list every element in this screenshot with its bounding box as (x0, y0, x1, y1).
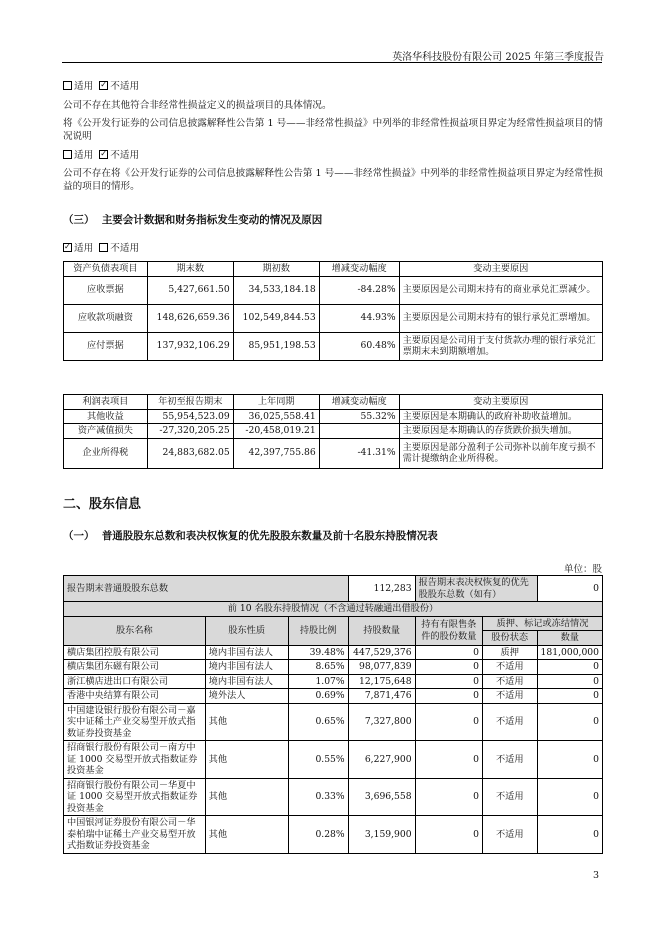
table-cell: 主要原因是公司用于支付货款办理的银行承兑汇票期末未到期额增加。 (399, 332, 602, 360)
table-cell: 应付票据 (64, 332, 148, 360)
table-cell: 企业所得税 (64, 438, 148, 468)
checkbox-label: 适用 (74, 81, 94, 92)
table-cell: 横店集团东磁有限公司 (64, 660, 206, 675)
preferred-shareholders-label: 报告期末表决权恢复的优先股股东总数（如有） (415, 576, 537, 602)
header-rule (62, 62, 602, 63)
table-header: 股份状态 (482, 631, 537, 646)
table-cell: 不适用 (482, 703, 537, 741)
table-cell: 主要原因是部分盈利子公司弥补以前年度亏损不需计提缴纳企业所得税。 (399, 438, 602, 468)
table-cell: 12,175,648 (348, 674, 415, 689)
table-cell: 42,397,755.86 (233, 438, 319, 468)
table-header-row (64, 616, 603, 631)
table-row (64, 332, 603, 360)
table-row (64, 424, 603, 439)
balance-sheet-change-table (63, 261, 603, 361)
table-row (64, 703, 603, 741)
table-cell: 0 (537, 741, 603, 779)
table-cell: 7,327,800 (348, 703, 415, 741)
table-cell: 6,227,900 (348, 741, 415, 779)
table-cell: 应收款项融资 (64, 304, 148, 332)
table-cell: 不适用 (482, 778, 537, 816)
table-cell: 境外法人 (205, 689, 288, 704)
table-cell: 不适用 (482, 741, 537, 779)
table-cell: 不适用 (482, 689, 537, 704)
table-cell: 其他 (205, 778, 288, 816)
table-cell: 应收票据 (64, 276, 148, 304)
section-title: 普通股股东总数和表决权恢复的优先股股东数量及前十名股东持股情况表 (101, 530, 438, 542)
table-cell: 102,549,844.53 (233, 304, 319, 332)
table-row (64, 438, 603, 468)
table-cell: 34,533,184.18 (233, 276, 319, 304)
paragraph-2: 将《公开发行证券的公司信息披露解释性公告第 1 号——非经常性损益》中列举的非经常性损益项目界定为经常性损益项目的情况说明 (63, 118, 603, 142)
table-cell: 60.48% (319, 332, 399, 360)
checkbox-label: 适用 (74, 150, 94, 161)
table-row (64, 778, 603, 816)
shareholder-table (63, 575, 603, 854)
table-header: 股东性质 (205, 616, 288, 645)
table-cell: 36,025,558.41 (233, 409, 319, 424)
table-header: 期末数 (147, 262, 233, 277)
table-cell: 0 (537, 674, 603, 689)
table-cell: 85,951,198.53 (233, 332, 319, 360)
table-cell: 0.55% (288, 741, 348, 779)
table-cell: 招商银行股份有限公司－华夏中证 1000 交易型开放式指数证券投资基金 (64, 778, 206, 816)
section-number: （三） (63, 214, 95, 226)
table-cell: 8.65% (288, 660, 348, 675)
table-header: 变动主要原因 (399, 395, 602, 410)
table-cell: 137,932,106.29 (147, 332, 233, 360)
table-row (64, 816, 603, 854)
page-number: 3 (592, 870, 599, 881)
table-cell: 浙江横店进出口有限公司 (64, 674, 206, 689)
table-cell: 其他收益 (64, 409, 148, 424)
table-header: 上年同期 (233, 395, 319, 410)
income-statement-change-table (63, 394, 603, 469)
table-cell: 不适用 (482, 816, 537, 854)
table-cell: 香港中央结算有限公司 (64, 689, 206, 704)
checkbox-label: 不适用 (110, 150, 140, 161)
table-header: 期初数 (233, 262, 319, 277)
table-cell: 55.32% (319, 409, 399, 424)
table-cell: 主要原因是本期确认的存货跌价损失增加。 (399, 424, 602, 439)
table-header: 增减变动幅度 (319, 262, 399, 277)
table-cell: 质押 (482, 645, 537, 660)
table-cell: -41.31% (319, 438, 399, 468)
checkbox-checked-icon (99, 150, 108, 159)
table-cell: 0 (415, 778, 482, 816)
table-cell: 中国建设银行股份有限公司－嘉实中证稀土产业交易型开放式指数证券投资基金 (64, 703, 206, 741)
table-cell: 0 (415, 703, 482, 741)
table-header: 年初至报告期末 (147, 395, 233, 410)
table-row (64, 660, 603, 675)
table-cell: 24,883,682.05 (147, 438, 233, 468)
table-cell: 境内非国有法人 (205, 660, 288, 675)
table-header: 资产负债表项目 (64, 262, 148, 277)
checkbox-unchecked-icon (63, 81, 72, 90)
checkbox-label: 不适用 (110, 243, 140, 254)
table-header: 持有有限售条件的股份数量 (415, 616, 482, 645)
table-cell: 447,529,376 (348, 645, 415, 660)
table-cell: 其他 (205, 741, 288, 779)
table-cell: 资产减值损失 (64, 424, 148, 439)
total-shareholders-value: 112,283 (348, 576, 415, 602)
table-cell: 招商银行股份有限公司－南方中证 1000 交易型开放式指数证券投资基金 (64, 741, 206, 779)
table-cell: 0 (415, 816, 482, 854)
table-cell: 0 (537, 778, 603, 816)
table-cell: 5,427,661.50 (147, 276, 233, 304)
table-cell: 44.93% (319, 304, 399, 332)
table-cell: 主要原因是公司期末持有的银行承兑汇票增加。 (399, 304, 602, 332)
table-header: 股东名称 (64, 616, 206, 645)
table-header: 持股比例 (288, 616, 348, 645)
table-row (64, 689, 603, 704)
table-header: 变动主要原因 (399, 262, 602, 277)
paragraph-3: 公司不存在将《公开发行证券的公司信息披露解释性公告第 1 号——非经常性损益》中列举的非经常性损益项目界定为经常性损益的项目的情形。 (63, 168, 603, 192)
table-cell: 0 (537, 689, 603, 704)
table-cell: -20,458,019.21 (233, 424, 319, 439)
table-cell: 其他 (205, 816, 288, 854)
table-cell: 0 (415, 660, 482, 675)
checkbox-unchecked-icon (99, 243, 108, 252)
table-cell: 0.33% (288, 778, 348, 816)
table-row (64, 741, 603, 779)
section-two-heading: 二、股东信息 (63, 497, 142, 512)
table-cell: 39.48% (288, 645, 348, 660)
table-header-row (64, 395, 603, 410)
table-cell: 0.28% (288, 816, 348, 854)
unit-label: 单位：股 (563, 564, 602, 575)
table-cell: 0 (415, 689, 482, 704)
checkbox-checked-icon (99, 81, 108, 90)
table-cell: 不适用 (482, 660, 537, 675)
table-cell: 横店集团控股有限公司 (64, 645, 206, 660)
table-header: 质押、标记或冻结情况 (482, 616, 602, 631)
table-header: 利润表项目 (64, 395, 148, 410)
table-cell: 0 (415, 741, 482, 779)
table-cell: 148,626,659.36 (147, 304, 233, 332)
checkbox-line-1 (63, 80, 603, 93)
table-cell: 不适用 (482, 674, 537, 689)
table-header: 数量 (537, 631, 603, 646)
table-cell: 主要原因是公司期末持有的商业承兑汇票减少。 (399, 276, 602, 304)
table-cell: 0 (415, 674, 482, 689)
paragraph-1: 公司不存在其他符合非经常性损益定义的损益项目的具体情况。 (63, 100, 332, 111)
section-title: 主要会计数据和财务指标发生变动的情况及原因 (101, 214, 323, 226)
table-cell: 其他 (205, 703, 288, 741)
table-cell: -84.28% (319, 276, 399, 304)
table-header: 增减变动幅度 (319, 395, 399, 410)
table-row (64, 674, 603, 689)
total-shareholders-label: 报告期末普通股股东总数 (64, 576, 349, 602)
table-cell: 境内非国有法人 (205, 645, 288, 660)
table-cell: 55,954,523.09 (147, 409, 233, 424)
checkbox-label: 适用 (74, 243, 94, 254)
table-row (64, 645, 603, 660)
top10-title-row (64, 602, 603, 617)
table-cell: 0 (537, 660, 603, 675)
table-cell: 主要原因是本期确认的政府补助收益增加。 (399, 409, 602, 424)
table-header-row (64, 262, 603, 277)
table-cell: 1.07% (288, 674, 348, 689)
section-two-one-heading (63, 528, 438, 543)
checkbox-checked-icon (63, 243, 72, 252)
table-cell: 境内非国有法人 (205, 674, 288, 689)
table-header: 持股数量 (348, 616, 415, 645)
table-row (64, 276, 603, 304)
checkbox-line-2 (63, 149, 603, 162)
section-3-heading (63, 212, 322, 227)
table-cell: 3,696,558 (348, 778, 415, 816)
table-cell: 0 (415, 645, 482, 660)
table-cell: 0.69% (288, 689, 348, 704)
report-header: 英洛华科技股份有限公司 2025 年第三季度报告 (392, 52, 604, 63)
checkbox-label: 不适用 (110, 81, 140, 92)
totals-row (64, 576, 603, 602)
table-cell: 98,077,839 (348, 660, 415, 675)
top10-title: 前 10 名股东持股情况（不含通过转融通出借股份） (64, 602, 603, 617)
checkbox-unchecked-icon (63, 150, 72, 159)
table-cell: 0 (537, 703, 603, 741)
table-cell (319, 424, 399, 439)
table-cell: 7,871,476 (348, 689, 415, 704)
table-cell: 中国银河证券股份有限公司－华泰柏瑞中证稀土产业交易型开放式指数证券投资基金 (64, 816, 206, 854)
section-number: （一） (63, 530, 95, 542)
preferred-shareholders-value: 0 (537, 576, 603, 602)
table-cell: 181,000,000 (537, 645, 603, 660)
table-cell: 0.65% (288, 703, 348, 741)
table-cell: 0 (537, 816, 603, 854)
table-cell: 3,159,900 (348, 816, 415, 854)
table-row (64, 409, 603, 424)
checkbox-line-3 (63, 242, 603, 255)
table-cell: -27,320,205.25 (147, 424, 233, 439)
table-row (64, 304, 603, 332)
